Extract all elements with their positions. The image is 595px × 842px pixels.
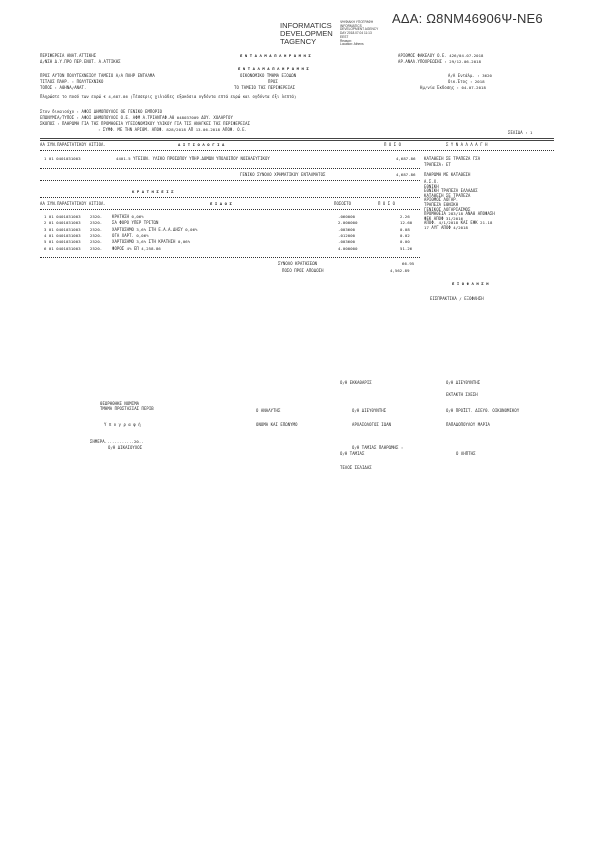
t2-title: Κ Ρ Α Τ Η Σ Ε Ι Σ bbox=[132, 189, 174, 194]
sign-recipient: Ο ΛΗΠΤΗΣ bbox=[456, 451, 476, 456]
page-number: ΣΕΛΙΔΑ : 1 bbox=[508, 130, 533, 135]
deduction-no: 4 01 0401031003 bbox=[44, 232, 81, 238]
folder-number: ΑΡΙΘΜΟΣ ΦΑΚΕΛΟΥ Ο.Ε. 426/04.07.2018 bbox=[398, 53, 484, 58]
document-title: Ε Ν Τ Α Λ Μ Α Π Λ Η Ρ Ω Μ Η Σ bbox=[240, 53, 311, 58]
t1-col-reference: ΑΑ ΣΥΝ.ΠΑΡΑΣΤΑΤΙΚΟΥ ΑΙΤΙΟΛ. bbox=[40, 142, 106, 147]
sign-name-1: ΑΡΧΑΙΟΛΟΓΟΣ ΙΩΑΝ bbox=[352, 422, 392, 427]
deductions-total-amount: 66.95 bbox=[402, 261, 415, 266]
deduction-no: 3 01 0401031003 bbox=[44, 226, 81, 232]
payee-line-1: Στον δικαιούχο : ΑΦΟΙ ΔΗΜΟΠΟΥΛΟΙ ΟΕ ΓΕΝΙΚΟ ΕΜΠΟΡΙΟ bbox=[40, 109, 163, 114]
analysis-number: ΑΡ.ΑΝΑΛ.ΥΠΟΧΡΕΩΣΗΣ : 29/12.06.2018 bbox=[398, 59, 482, 64]
deduction-pct: 2.000000 bbox=[338, 220, 358, 226]
deduction-desc: ΦΟΡΟΣ 4% ΕΠ 4,258.86 bbox=[112, 245, 161, 251]
logo-line-1: INFORMATICS bbox=[280, 21, 332, 30]
divider bbox=[40, 197, 420, 198]
header-line-4-center: ΠΡΟΣ bbox=[268, 79, 278, 84]
header-line-3-left: ΠΡΟΣ ΑΥΤΟΝ ΠΟΛΥΤΕΧΝΕΙΟΥ ΤΑΜΕΙΟ Α/Α ΠΛΗΡ ΕΝΤΑΛΜΑ bbox=[40, 73, 155, 78]
logo-line-2: DEVELOPMEN bbox=[280, 29, 333, 38]
deduction-no: 2 01 0401031003 bbox=[44, 220, 81, 226]
ada-number: ΑΔΑ: Ω8ΝΜ46906Ψ-ΝΕ6 bbox=[392, 11, 543, 26]
bank-note: ΑΡΙΘΜΟΣ ΛΟΓΑΡ. bbox=[424, 197, 459, 203]
deduction-code: 2520. bbox=[90, 226, 103, 232]
t1-row-text: 4401.5 ΥΓΕΙΟΝ. ΥΛΙΚΟ ΠΡΟΣΩΠΟΥ ΥΠΗΡ.ΔΟΜΩΝ ΥΠΟΛΟΙΠΟΥ ΝΟΣΗΛΕΥΤΙΚΟΥ bbox=[116, 156, 270, 161]
sign-special: ΕΚΤΑΚΤΗ ΣΧΕΣΗ bbox=[446, 392, 478, 397]
sign-clearer: Ο/Η ΕΚΚΑΘΑΡΙΣ bbox=[340, 380, 372, 385]
sign-date-line: ΣΗΜΕΡΑ............20.. bbox=[90, 439, 144, 444]
bank-note: ΚΑΤΑΘΕΣΗ ΣΕ ΤΡΑΠΕΖΑ bbox=[424, 192, 471, 198]
divider bbox=[40, 257, 420, 258]
sign-beneficiary: Ο/Η ΔΙΚΑΙΟΥΧΟΣ bbox=[108, 445, 143, 450]
bank-note: ΕΘΝΙΚΗ bbox=[424, 183, 439, 189]
deduction-amt: 0.08 bbox=[400, 226, 410, 232]
divider bbox=[40, 150, 554, 151]
sign-signature-label: Υ π ο γ ρ α φ ή bbox=[104, 422, 141, 427]
t1-col-amount: Π Ο Σ Ο bbox=[384, 142, 402, 147]
deduction-code: 2520. bbox=[90, 232, 103, 238]
sig-detail-6: Reason: bbox=[340, 38, 352, 43]
deduction-desc: ΚΡΑΤΗΣΗ 0,06% bbox=[112, 214, 144, 219]
deduction-pct: .003600 bbox=[338, 239, 356, 245]
deduction-no: 1 01 0401031003 bbox=[44, 214, 81, 219]
pay-amount-text: Πληρώστε το ποσό των ευρώ € 4,687.86 (Τέσσερις χιλιάδες εξακόσια ογδόντα επτά ευρώ και ογδόντα έξι λεπτά) bbox=[40, 94, 297, 99]
bank-note: ΕΘΝΙΚΗ ΤΡΑΠΕΖΑ ΕΛΛΑΔΟΣ bbox=[424, 188, 478, 194]
section-title: Ε Ν Τ Α Λ Μ Α Π Λ Η Ρ Ω Μ Η Σ bbox=[238, 66, 309, 71]
settlement-subtitle: ΕΙΣΠΡΑΚΤΙΚΑ / ΕΞΟΦΛΗΣΗ bbox=[430, 296, 484, 301]
bank-note: ΦΕΚ ΑΠΟΦ 31/2016 bbox=[424, 215, 464, 221]
deduction-code: 2520. bbox=[90, 245, 103, 251]
sign-finance-head: Ο/Η ΠΡΟΪΣΤ. ΔΙΕΥΘ. ΟΙΚΟΝΟΜΙΚΟΥ bbox=[446, 408, 520, 413]
deduction-amt: 12.60 bbox=[400, 220, 413, 226]
sign-cashier: Ο/Η ΤΑΜΙΑΣ bbox=[340, 451, 365, 456]
order-number: Α/Α Εντάλμ. : 3620 bbox=[448, 73, 492, 78]
sig-detail-5: EEST bbox=[340, 34, 349, 39]
divider bbox=[40, 168, 420, 169]
header-line-5-center: ΤΟ ΤΑΜΕΙΟ ΤΗΣ ΠΕΡΙΦΕΡΕΙΑΣ bbox=[234, 85, 296, 90]
deduction-pct: .003600 bbox=[338, 226, 356, 232]
bank-note: ΓΕΝΙΚΟΣ ΛΟΓΑΡΙΑΣΜΟΣ bbox=[424, 206, 471, 212]
sig-detail-4: DAY 2018.07.04 11:13 bbox=[340, 31, 372, 36]
settlement-title: Ε Ξ Ο Φ Λ Η Σ Η bbox=[452, 281, 489, 286]
deduction-pct: 4.000000 bbox=[338, 245, 358, 251]
t2-col-amount: Π Ο Σ Ο bbox=[378, 201, 396, 206]
sign-director-b: Ο/Η ΔΙΕΥΘΥΝΤΗΣ bbox=[352, 408, 387, 413]
sig-detail-3: DEVELOPMENT AGENCY bbox=[340, 27, 379, 32]
sign-cashier-pay: Ο/Η ΤΑΜΙΑΣ ΠΛΗΡΩΜΗΣ : bbox=[352, 445, 404, 450]
sig-detail-2: INFORMATICS bbox=[340, 23, 362, 28]
sig-detail-7: Location: Athens bbox=[340, 42, 364, 47]
deduction-code: 2520. bbox=[90, 239, 103, 245]
bank-note: ΠΡΟΜΗΘΕΙΑ 283/18 ΑΝΑΘ ΑΠΟΦΑΣΗ bbox=[424, 211, 495, 217]
t1-total-settlement: ΠΛΗΡΩΜΗ ΜΕ ΚΑΤΑΘΕΣΗ bbox=[424, 172, 471, 177]
deduction-code: 2520. bbox=[90, 220, 103, 226]
deduction-pct: .060000 bbox=[338, 214, 356, 219]
t1-row-settlement: ΚΑΤΑΘΕΣΗ ΣΕ ΤΡΑΠΕΖΑ ΓΣΑ bbox=[424, 156, 481, 161]
t1-row-amount: 4,687.86 bbox=[396, 156, 416, 161]
bank-note: 17 ΑΥΓ ΑΠΟΦ 4/2018 bbox=[424, 224, 468, 230]
sig-detail-1: ΨΗΦΙΑΚΗ ΥΠΟΓΡΑΦΗ bbox=[340, 20, 374, 24]
deduction-amt: 0.00 bbox=[400, 239, 410, 245]
page-end: ΤΕΛΟΣ ΣΕΛΙΔΑΣ bbox=[340, 465, 372, 470]
payee-line-2: ΕΠΩΝΥΜΙΑ/ΤΥΠΟΣ : ΑΦΟΙ ΔΗΜΟΠΟΥΛΟΙ Ο.Ε. ΑΦΜ Α.ΤΡΙΑΝΤΑΦ.ΑΘ 048037009 ΔΟΥ. ΧΟΛΑΡΓΟΥ bbox=[40, 115, 233, 120]
sign-name-2: ΠΑΠΑΔΟΠΟΥΛΟΥ ΜΑΡΙΑ bbox=[446, 422, 490, 427]
sign-certified: ΘΕΩΡΗΘΗΚΕ ΝΟΜΙΜΑ bbox=[100, 401, 140, 406]
deduction-pct: .012000 bbox=[338, 232, 356, 238]
t2-col-reference: ΑΑ ΣΥΝ.ΠΑΡΑΣΤΑΤΙΚΟΥ ΑΙΤΙΟΛ. bbox=[40, 201, 106, 206]
deduction-desc: ΧΑΡΤΟΣΗΜΟ 3,6% ΣΤΗ Ε.Α.Α.ΔΗΣΥ 0,06% bbox=[112, 226, 198, 232]
header-line-3-center: ΟΙΚΟΝΟΜΙΚΟ ΤΜΗΜΑ ΕΞΟΔΩΝ bbox=[240, 73, 297, 78]
bank-note: ΤΡΑΠΕΖΑ ΕΘΝΙΚΗ bbox=[424, 201, 459, 207]
bank-note: ΑΠΟΦ. 4/1/2018 ΚΑΙ ΕΦΚ 21.18 bbox=[424, 220, 493, 226]
authority-name: ΠΕΡΙΦΕΡΕΙΑ ΑΝΑΤ.ΑΤΤΙΚΗΣ bbox=[40, 53, 97, 58]
deductions-total-label: ΣΥΝΟΛΟ ΚΡΑΤΗΣΕΩΝ bbox=[278, 261, 318, 266]
deduction-no: 5 01 0401031003 bbox=[44, 239, 81, 245]
t1-row-number: 1 01 0401031003 bbox=[44, 156, 81, 161]
t1-row-bank: ΤΡΑΠΕΖΑ: ΕΤ bbox=[424, 162, 451, 167]
deduction-amt: 2.26 bbox=[400, 214, 410, 219]
sign-analyst: Ο ΑΝΑΛΥΤΗΣ bbox=[256, 408, 281, 413]
sign-fullname-label: ΟΝΟΜΑ ΚΑΙ ΕΠΩΝΥΜΟ bbox=[256, 422, 298, 427]
bank-note: Α.Σ.Χ. bbox=[424, 179, 439, 184]
t1-total-label: ΓΕΝΙΚΟ ΣΥΝΟΛΟ ΧΡΗΜΑΤΙΚΟΥ ΕΝΤΑΛΜΑΤΟΣ bbox=[240, 172, 326, 177]
t2-col-type: Ε Ι Δ Ο Σ bbox=[210, 201, 232, 206]
deduction-desc: ΧΑΡΤΟΣΗΜΟ 3,6% ΣΤΗ ΚΡΑΤΗΣΗ 0,06% bbox=[112, 239, 191, 245]
sign-department: ΤΜΗΜΑ ΠΡΟΣΤΑΣΙΑΣ ΠΕΡΙΒ bbox=[100, 406, 154, 411]
header-line-5-left: ΤΟΠΟΣ : ΑΘΗΝΑ/ΑΝΑΤ. bbox=[40, 85, 87, 90]
deduction-code: 2520. bbox=[90, 214, 103, 219]
net-payable-label: ΠΟΣΟ ΠΡΟΣ ΑΠΟΔΟΣΗ bbox=[282, 268, 324, 273]
deduction-no: 6 01 0401031003 bbox=[44, 245, 81, 251]
fiscal-year: Οικ.Έτος : 2018 bbox=[448, 79, 485, 84]
signature-details bbox=[340, 21, 378, 47]
t1-total-amount: 4,687.86 bbox=[396, 172, 416, 177]
deduction-amt: 0.02 bbox=[400, 232, 410, 238]
logo-line-3: TAGENCY bbox=[280, 37, 317, 46]
signature-logo bbox=[280, 22, 333, 46]
divider bbox=[40, 209, 420, 210]
deduction-desc: ΟΓΑ ΧΑΡΤ. 0,06% bbox=[112, 232, 149, 238]
divider bbox=[40, 180, 420, 181]
divider bbox=[40, 138, 554, 141]
payee-purpose: ΣΚΟΠΟΣ : ΠΛΗΡΩΜΗ ΓΙΑ ΤΗΣ ΠΡΟΜΗΘΕΙΑ ΥΓΕΙΟΝΟΜΙΚΟΥ ΥΛΙΚΟΥ ΓΙΑ ΤΙΣ ΑΝΑΓΚΕΣ ΤΗΣ ΠΕΡΙΦΕΡΕΙΑΣ bbox=[40, 121, 251, 126]
department-name: Δ/ΝΣΗ Δ.Υ.ΠΡΟ ΠΕΡ.ΕΝΟΤ. Α.ΑΤΤΙΚΗΣ bbox=[40, 59, 121, 64]
deduction-desc: ΣΑ ΦΟΡΟ ΥΠΕΡ ΤΡΙΤΩΝ bbox=[112, 220, 159, 226]
issue-date: Ημ/νία Έκδοσης : 04.07.2018 bbox=[420, 85, 486, 90]
deduction-amt: 51.26 bbox=[400, 245, 413, 251]
net-payable-amount: 4,562.89 bbox=[390, 268, 410, 273]
header-line-4-left: ΤΙΤΛΟΣ ΠΛΗΡ. : ΠΟΛΥΤΕΧΝΙΚΟ bbox=[40, 79, 104, 84]
payee-reference: : ΣΥΜΦ. ΜΕ ΤΗΝ ΑΡΙΘΜ. ΑΠΟΦ. 828/2018 ΑΠ 13.06.2018 ΑΠΟΦ. Ο.Ε. bbox=[98, 127, 247, 132]
t2-col-percent: ΠΟΣΟΣΤΟ bbox=[334, 201, 352, 206]
bank-notes bbox=[424, 180, 495, 231]
sign-director-a: Ο/Η ΔΙΕΥΘΥΝΤΗΣ bbox=[446, 380, 481, 385]
t1-col-transaction: Σ Υ Ν Α Λ Λ Α Γ Η bbox=[446, 142, 488, 147]
t1-col-justification: Α Ι Τ Ι Ο Λ Ο Γ Ι Α bbox=[178, 142, 225, 147]
